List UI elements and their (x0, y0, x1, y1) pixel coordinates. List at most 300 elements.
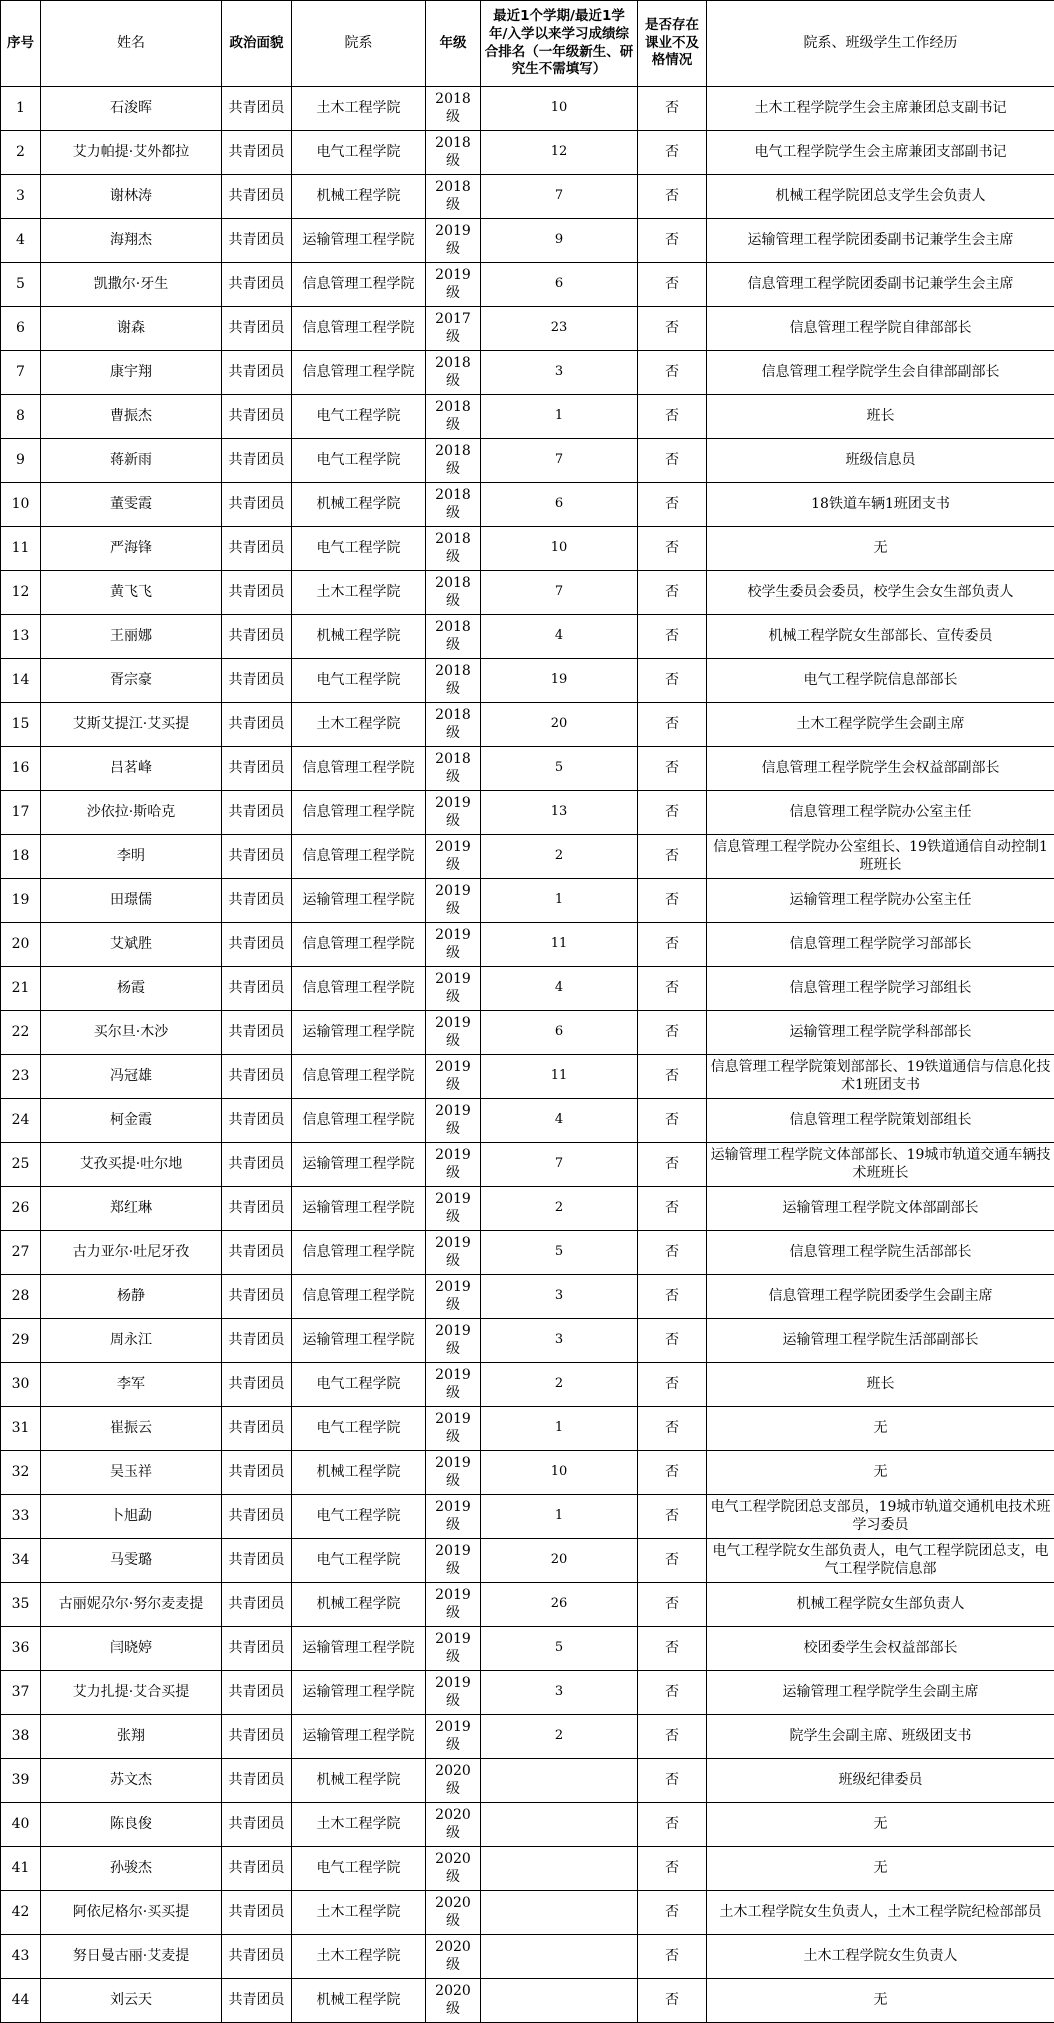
cell-grade: 2019级 (426, 1671, 481, 1715)
cell-department: 信息管理工程学院 (292, 1231, 426, 1275)
cell-failing: 否 (638, 1891, 707, 1935)
cell-rank: 7 (481, 571, 638, 615)
table-row (1, 1847, 1054, 1891)
cell-political-status: 共青团员 (222, 659, 292, 703)
cell-grade: 2019级 (426, 1495, 481, 1539)
cell-department: 电气工程学院 (292, 439, 426, 483)
table-row (1, 835, 1054, 879)
cell-grade: 2019级 (426, 1583, 481, 1627)
cell-name: 冯冠雄 (41, 1055, 222, 1099)
cell-index: 25 (1, 1143, 41, 1187)
cell-exp: 运输管理工程学院团委副书记兼学生会主席 (707, 219, 1054, 263)
cell-political-status: 共青团员 (222, 351, 292, 395)
cell-department: 运输管理工程学院 (292, 219, 426, 263)
cell-index: 39 (1, 1759, 41, 1803)
cell-political-status: 共青团员 (222, 131, 292, 175)
cell-exp: 无 (707, 1847, 1054, 1891)
cell-political-status: 共青团员 (222, 219, 292, 263)
cell-rank: 2 (481, 1363, 638, 1407)
header-ranking: 最近1个学期/最近1学年/入学以来学习成绩综合排名（一年级新生、研究生不需填写） (481, 1, 638, 87)
cell-grade: 2017级 (426, 307, 481, 351)
table-row (1, 1891, 1054, 1935)
table-row (1, 1363, 1054, 1407)
cell-rank: 4 (481, 967, 638, 1011)
cell-department: 信息管理工程学院 (292, 351, 426, 395)
cell-failing: 否 (638, 1099, 707, 1143)
cell-political-status: 共青团员 (222, 923, 292, 967)
table-row (1, 1011, 1054, 1055)
cell-political-status: 共青团员 (222, 747, 292, 791)
cell-failing: 否 (638, 307, 707, 351)
cell-exp: 机械工程学院团总支学生会负责人 (707, 175, 1054, 219)
cell-failing: 否 (638, 439, 707, 483)
cell-grade: 2019级 (426, 219, 481, 263)
cell-department: 机械工程学院 (292, 1979, 426, 2023)
cell-exp: 信息管理工程学院生活部部长 (707, 1231, 1054, 1275)
cell-failing: 否 (638, 395, 707, 439)
cell-exp: 无 (707, 1803, 1054, 1847)
table-row (1, 1495, 1054, 1539)
table-header (1, 1, 1054, 87)
cell-failing: 否 (638, 879, 707, 923)
cell-name: 严海锋 (41, 527, 222, 571)
cell-department: 运输管理工程学院 (292, 879, 426, 923)
cell-political-status: 共青团员 (222, 879, 292, 923)
cell-failing: 否 (638, 703, 707, 747)
cell-name: 李明 (41, 835, 222, 879)
cell-failing: 否 (638, 791, 707, 835)
cell-rank: 26 (481, 1583, 638, 1627)
cell-failing: 否 (638, 1847, 707, 1891)
cell-index: 7 (1, 351, 41, 395)
cell-rank: 6 (481, 483, 638, 527)
cell-failing: 否 (638, 175, 707, 219)
cell-political-status: 共青团员 (222, 1363, 292, 1407)
cell-index: 19 (1, 879, 41, 923)
cell-rank: 2 (481, 1187, 638, 1231)
cell-grade: 2019级 (426, 1627, 481, 1671)
cell-political-status: 共青团员 (222, 1407, 292, 1451)
cell-rank: 3 (481, 1671, 638, 1715)
table-row (1, 1539, 1054, 1583)
cell-failing: 否 (638, 131, 707, 175)
cell-department: 电气工程学院 (292, 1847, 426, 1891)
table-row (1, 175, 1054, 219)
cell-failing: 否 (638, 87, 707, 131)
cell-failing: 否 (638, 1363, 707, 1407)
cell-department: 机械工程学院 (292, 1759, 426, 1803)
cell-grade: 2019级 (426, 1231, 481, 1275)
table-row (1, 1319, 1054, 1363)
table-row (1, 1583, 1054, 1627)
table-row (1, 967, 1054, 1011)
header-row (1, 1, 1054, 87)
cell-failing: 否 (638, 1451, 707, 1495)
cell-rank (481, 1803, 638, 1847)
cell-name: 苏文杰 (41, 1759, 222, 1803)
cell-index: 11 (1, 527, 41, 571)
cell-name: 谢森 (41, 307, 222, 351)
cell-political-status: 共青团员 (222, 1671, 292, 1715)
table-row (1, 1407, 1054, 1451)
cell-failing: 否 (638, 1759, 707, 1803)
table-row (1, 483, 1054, 527)
table-row (1, 791, 1054, 835)
cell-grade: 2018级 (426, 527, 481, 571)
cell-department: 机械工程学院 (292, 483, 426, 527)
cell-grade: 2018级 (426, 87, 481, 131)
cell-name: 康宇翔 (41, 351, 222, 395)
cell-grade: 2018级 (426, 351, 481, 395)
cell-index: 21 (1, 967, 41, 1011)
cell-grade: 2019级 (426, 1715, 481, 1759)
cell-exp: 班级信息员 (707, 439, 1054, 483)
cell-grade: 2018级 (426, 747, 481, 791)
cell-name: 古丽妮尕尔·努尔麦麦提 (41, 1583, 222, 1627)
cell-exp: 运输管理工程学院学生会副主席 (707, 1671, 1054, 1715)
cell-department: 运输管理工程学院 (292, 1715, 426, 1759)
cell-grade: 2018级 (426, 131, 481, 175)
cell-name: 马雯璐 (41, 1539, 222, 1583)
cell-political-status: 共青团员 (222, 1891, 292, 1935)
cell-department: 信息管理工程学院 (292, 747, 426, 791)
cell-exp: 电气工程学院女生部负责人，电气工程学院团总支，电气工程学院信息部 (707, 1539, 1054, 1583)
cell-department: 土木工程学院 (292, 87, 426, 131)
cell-exp: 电气工程学院信息部部长 (707, 659, 1054, 703)
cell-index: 35 (1, 1583, 41, 1627)
table-row (1, 923, 1054, 967)
cell-exp: 运输管理工程学院文体部副部长 (707, 1187, 1054, 1231)
cell-exp: 机械工程学院女生部部长、宣传委员 (707, 615, 1054, 659)
cell-exp: 运输管理工程学院学科部部长 (707, 1011, 1054, 1055)
cell-grade: 2019级 (426, 1407, 481, 1451)
table-row (1, 1099, 1054, 1143)
cell-political-status: 共青团员 (222, 967, 292, 1011)
cell-department: 土木工程学院 (292, 571, 426, 615)
cell-grade: 2020级 (426, 1759, 481, 1803)
cell-index: 44 (1, 1979, 41, 2023)
cell-rank: 9 (481, 219, 638, 263)
cell-index: 26 (1, 1187, 41, 1231)
cell-rank: 10 (481, 1451, 638, 1495)
cell-name: 郑红琳 (41, 1187, 222, 1231)
cell-index: 5 (1, 263, 41, 307)
cell-name: 孙骏杰 (41, 1847, 222, 1891)
cell-political-status: 共青团员 (222, 307, 292, 351)
cell-exp: 信息管理工程学院学习部组长 (707, 967, 1054, 1011)
cell-failing: 否 (638, 1979, 707, 2023)
cell-department: 信息管理工程学院 (292, 307, 426, 351)
cell-exp: 校学生委员会委员，校学生会女生部负责人 (707, 571, 1054, 615)
cell-department: 信息管理工程学院 (292, 835, 426, 879)
cell-failing: 否 (638, 1671, 707, 1715)
cell-grade: 2019级 (426, 1055, 481, 1099)
header-grade: 年级 (426, 1, 481, 87)
cell-index: 16 (1, 747, 41, 791)
cell-department: 电气工程学院 (292, 1363, 426, 1407)
cell-name: 努日曼古丽·艾麦提 (41, 1935, 222, 1979)
cell-department: 电气工程学院 (292, 1495, 426, 1539)
table-row (1, 1935, 1054, 1979)
cell-exp: 校团委学生会权益部部长 (707, 1627, 1054, 1671)
cell-name: 艾斌胜 (41, 923, 222, 967)
cell-failing: 否 (638, 1803, 707, 1847)
cell-rank (481, 1847, 638, 1891)
cell-political-status: 共青团员 (222, 1011, 292, 1055)
cell-political-status: 共青团员 (222, 791, 292, 835)
cell-index: 23 (1, 1055, 41, 1099)
cell-rank: 5 (481, 1231, 638, 1275)
cell-department: 信息管理工程学院 (292, 791, 426, 835)
cell-grade: 2020级 (426, 1891, 481, 1935)
cell-exp: 运输管理工程学院文体部部长、19城市轨道交通车辆技术班班长 (707, 1143, 1054, 1187)
cell-failing: 否 (638, 967, 707, 1011)
cell-failing: 否 (638, 1143, 707, 1187)
cell-department: 电气工程学院 (292, 527, 426, 571)
cell-exp: 班长 (707, 1363, 1054, 1407)
cell-political-status: 共青团员 (222, 1099, 292, 1143)
cell-political-status: 共青团员 (222, 1979, 292, 2023)
cell-exp: 信息管理工程学院办公室主任 (707, 791, 1054, 835)
cell-rank: 5 (481, 1627, 638, 1671)
cell-rank: 2 (481, 1715, 638, 1759)
cell-grade: 2019级 (426, 1363, 481, 1407)
cell-rank: 23 (481, 307, 638, 351)
table-row (1, 307, 1054, 351)
cell-index: 15 (1, 703, 41, 747)
table-row (1, 1671, 1054, 1715)
cell-rank: 5 (481, 747, 638, 791)
cell-department: 电气工程学院 (292, 131, 426, 175)
table-body (1, 87, 1054, 2023)
cell-name: 买尔旦·木沙 (41, 1011, 222, 1055)
cell-name: 田璟儒 (41, 879, 222, 923)
cell-failing: 否 (638, 571, 707, 615)
cell-political-status: 共青团员 (222, 1187, 292, 1231)
cell-department: 信息管理工程学院 (292, 1055, 426, 1099)
cell-rank: 20 (481, 703, 638, 747)
cell-department: 电气工程学院 (292, 1539, 426, 1583)
cell-exp: 运输管理工程学院生活部副部长 (707, 1319, 1054, 1363)
cell-grade: 2019级 (426, 1319, 481, 1363)
cell-index: 37 (1, 1671, 41, 1715)
cell-political-status: 共青团员 (222, 1583, 292, 1627)
cell-rank: 6 (481, 263, 638, 307)
cell-grade: 2019级 (426, 967, 481, 1011)
table-row (1, 1055, 1054, 1099)
cell-rank: 4 (481, 615, 638, 659)
table-row (1, 659, 1054, 703)
cell-grade: 2018级 (426, 395, 481, 439)
cell-grade: 2018级 (426, 439, 481, 483)
cell-political-status: 共青团员 (222, 175, 292, 219)
cell-rank (481, 1759, 638, 1803)
table-row (1, 615, 1054, 659)
cell-department: 土木工程学院 (292, 703, 426, 747)
cell-name: 艾斯艾提江·艾买提 (41, 703, 222, 747)
cell-grade: 2019级 (426, 1275, 481, 1319)
cell-department: 电气工程学院 (292, 659, 426, 703)
cell-grade: 2019级 (426, 1143, 481, 1187)
cell-index: 22 (1, 1011, 41, 1055)
cell-index: 28 (1, 1275, 41, 1319)
cell-exp: 无 (707, 1979, 1054, 2023)
cell-grade: 2019级 (426, 923, 481, 967)
table-row (1, 219, 1054, 263)
header-department: 院系 (292, 1, 426, 87)
cell-grade: 2019级 (426, 1099, 481, 1143)
cell-grade: 2019级 (426, 1451, 481, 1495)
cell-grade: 2019级 (426, 1011, 481, 1055)
cell-political-status: 共青团员 (222, 1847, 292, 1891)
cell-political-status: 共青团员 (222, 1055, 292, 1099)
cell-political-status: 共青团员 (222, 1627, 292, 1671)
header-political-status: 政治面貌 (222, 1, 292, 87)
cell-department: 运输管理工程学院 (292, 1671, 426, 1715)
cell-rank: 1 (481, 879, 638, 923)
cell-grade: 2018级 (426, 175, 481, 219)
cell-rank: 12 (481, 131, 638, 175)
cell-department: 机械工程学院 (292, 175, 426, 219)
cell-department: 运输管理工程学院 (292, 1627, 426, 1671)
cell-name: 杨霞 (41, 967, 222, 1011)
cell-failing: 否 (638, 351, 707, 395)
cell-department: 运输管理工程学院 (292, 1143, 426, 1187)
cell-rank: 4 (481, 1099, 638, 1143)
cell-rank (481, 1935, 638, 1979)
cell-grade: 2020级 (426, 1847, 481, 1891)
cell-name: 艾力扎提·艾合买提 (41, 1671, 222, 1715)
table-row (1, 263, 1054, 307)
cell-grade: 2019级 (426, 1539, 481, 1583)
table-row (1, 351, 1054, 395)
cell-failing: 否 (638, 219, 707, 263)
cell-name: 刘云天 (41, 1979, 222, 2023)
cell-index: 18 (1, 835, 41, 879)
cell-name: 董雯霞 (41, 483, 222, 527)
cell-rank: 11 (481, 1055, 638, 1099)
cell-index: 13 (1, 615, 41, 659)
cell-rank: 3 (481, 1275, 638, 1319)
cell-name: 崔振云 (41, 1407, 222, 1451)
cell-exp: 信息管理工程学院策划部组长 (707, 1099, 1054, 1143)
cell-name: 艾力帕提·艾外都拉 (41, 131, 222, 175)
cell-grade: 2019级 (426, 791, 481, 835)
table-row (1, 87, 1054, 131)
cell-rank: 1 (481, 395, 638, 439)
cell-name: 艾孜买提·吐尔地 (41, 1143, 222, 1187)
cell-rank: 13 (481, 791, 638, 835)
cell-exp: 土木工程学院学生会副主席 (707, 703, 1054, 747)
cell-failing: 否 (638, 615, 707, 659)
cell-index: 29 (1, 1319, 41, 1363)
cell-rank: 7 (481, 439, 638, 483)
cell-political-status: 共青团员 (222, 1935, 292, 1979)
cell-rank: 6 (481, 1011, 638, 1055)
cell-index: 42 (1, 1891, 41, 1935)
cell-index: 32 (1, 1451, 41, 1495)
cell-department: 运输管理工程学院 (292, 1011, 426, 1055)
cell-index: 20 (1, 923, 41, 967)
cell-index: 1 (1, 87, 41, 131)
cell-failing: 否 (638, 923, 707, 967)
cell-rank: 1 (481, 1407, 638, 1451)
cell-index: 3 (1, 175, 41, 219)
cell-index: 2 (1, 131, 41, 175)
cell-exp: 机械工程学院女生部负责人 (707, 1583, 1054, 1627)
cell-failing: 否 (638, 1627, 707, 1671)
cell-exp: 18铁道车辆1班团支书 (707, 483, 1054, 527)
cell-exp: 信息管理工程学院自律部部长 (707, 307, 1054, 351)
cell-name: 凯撒尔·牙生 (41, 263, 222, 307)
cell-rank: 3 (481, 1319, 638, 1363)
cell-failing: 否 (638, 1011, 707, 1055)
cell-political-status: 共青团员 (222, 1319, 292, 1363)
cell-political-status: 共青团员 (222, 1231, 292, 1275)
cell-index: 17 (1, 791, 41, 835)
cell-political-status: 共青团员 (222, 1451, 292, 1495)
cell-index: 31 (1, 1407, 41, 1451)
cell-political-status: 共青团员 (222, 439, 292, 483)
cell-rank: 19 (481, 659, 638, 703)
cell-name: 古力亚尔·吐尼牙孜 (41, 1231, 222, 1275)
cell-political-status: 共青团员 (222, 263, 292, 307)
cell-exp: 信息管理工程学院团委副书记兼学生会主席 (707, 263, 1054, 307)
cell-failing: 否 (638, 1935, 707, 1979)
table-row (1, 1803, 1054, 1847)
cell-exp: 信息管理工程学院学习部部长 (707, 923, 1054, 967)
cell-department: 信息管理工程学院 (292, 923, 426, 967)
cell-department: 运输管理工程学院 (292, 1319, 426, 1363)
cell-department: 电气工程学院 (292, 1407, 426, 1451)
cell-failing: 否 (638, 1407, 707, 1451)
table-row (1, 1231, 1054, 1275)
cell-index: 4 (1, 219, 41, 263)
cell-political-status: 共青团员 (222, 1803, 292, 1847)
cell-rank (481, 1979, 638, 2023)
cell-exp: 信息管理工程学院团委学生会副主席 (707, 1275, 1054, 1319)
cell-index: 34 (1, 1539, 41, 1583)
table-row (1, 1979, 1054, 2023)
table-row (1, 439, 1054, 483)
cell-department: 信息管理工程学院 (292, 1275, 426, 1319)
cell-name: 吕茗峰 (41, 747, 222, 791)
cell-name: 沙依拉·斯哈克 (41, 791, 222, 835)
table-row (1, 1275, 1054, 1319)
header-failing-courses: 是否存在课业不及格情况 (638, 1, 707, 87)
cell-name: 李军 (41, 1363, 222, 1407)
cell-department: 机械工程学院 (292, 1583, 426, 1627)
cell-failing: 否 (638, 1319, 707, 1363)
cell-failing: 否 (638, 1055, 707, 1099)
table-row (1, 1759, 1054, 1803)
cell-department: 机械工程学院 (292, 1451, 426, 1495)
cell-rank (481, 1891, 638, 1935)
cell-rank: 11 (481, 923, 638, 967)
cell-name: 陈良俊 (41, 1803, 222, 1847)
cell-exp: 无 (707, 1451, 1054, 1495)
cell-political-status: 共青团员 (222, 395, 292, 439)
cell-department: 信息管理工程学院 (292, 967, 426, 1011)
cell-political-status: 共青团员 (222, 527, 292, 571)
cell-failing: 否 (638, 835, 707, 879)
cell-grade: 2020级 (426, 1935, 481, 1979)
cell-department: 土木工程学院 (292, 1935, 426, 1979)
cell-exp: 信息管理工程学院学生会自律部副部长 (707, 351, 1054, 395)
cell-name: 石浚晖 (41, 87, 222, 131)
cell-political-status: 共青团员 (222, 483, 292, 527)
cell-index: 27 (1, 1231, 41, 1275)
